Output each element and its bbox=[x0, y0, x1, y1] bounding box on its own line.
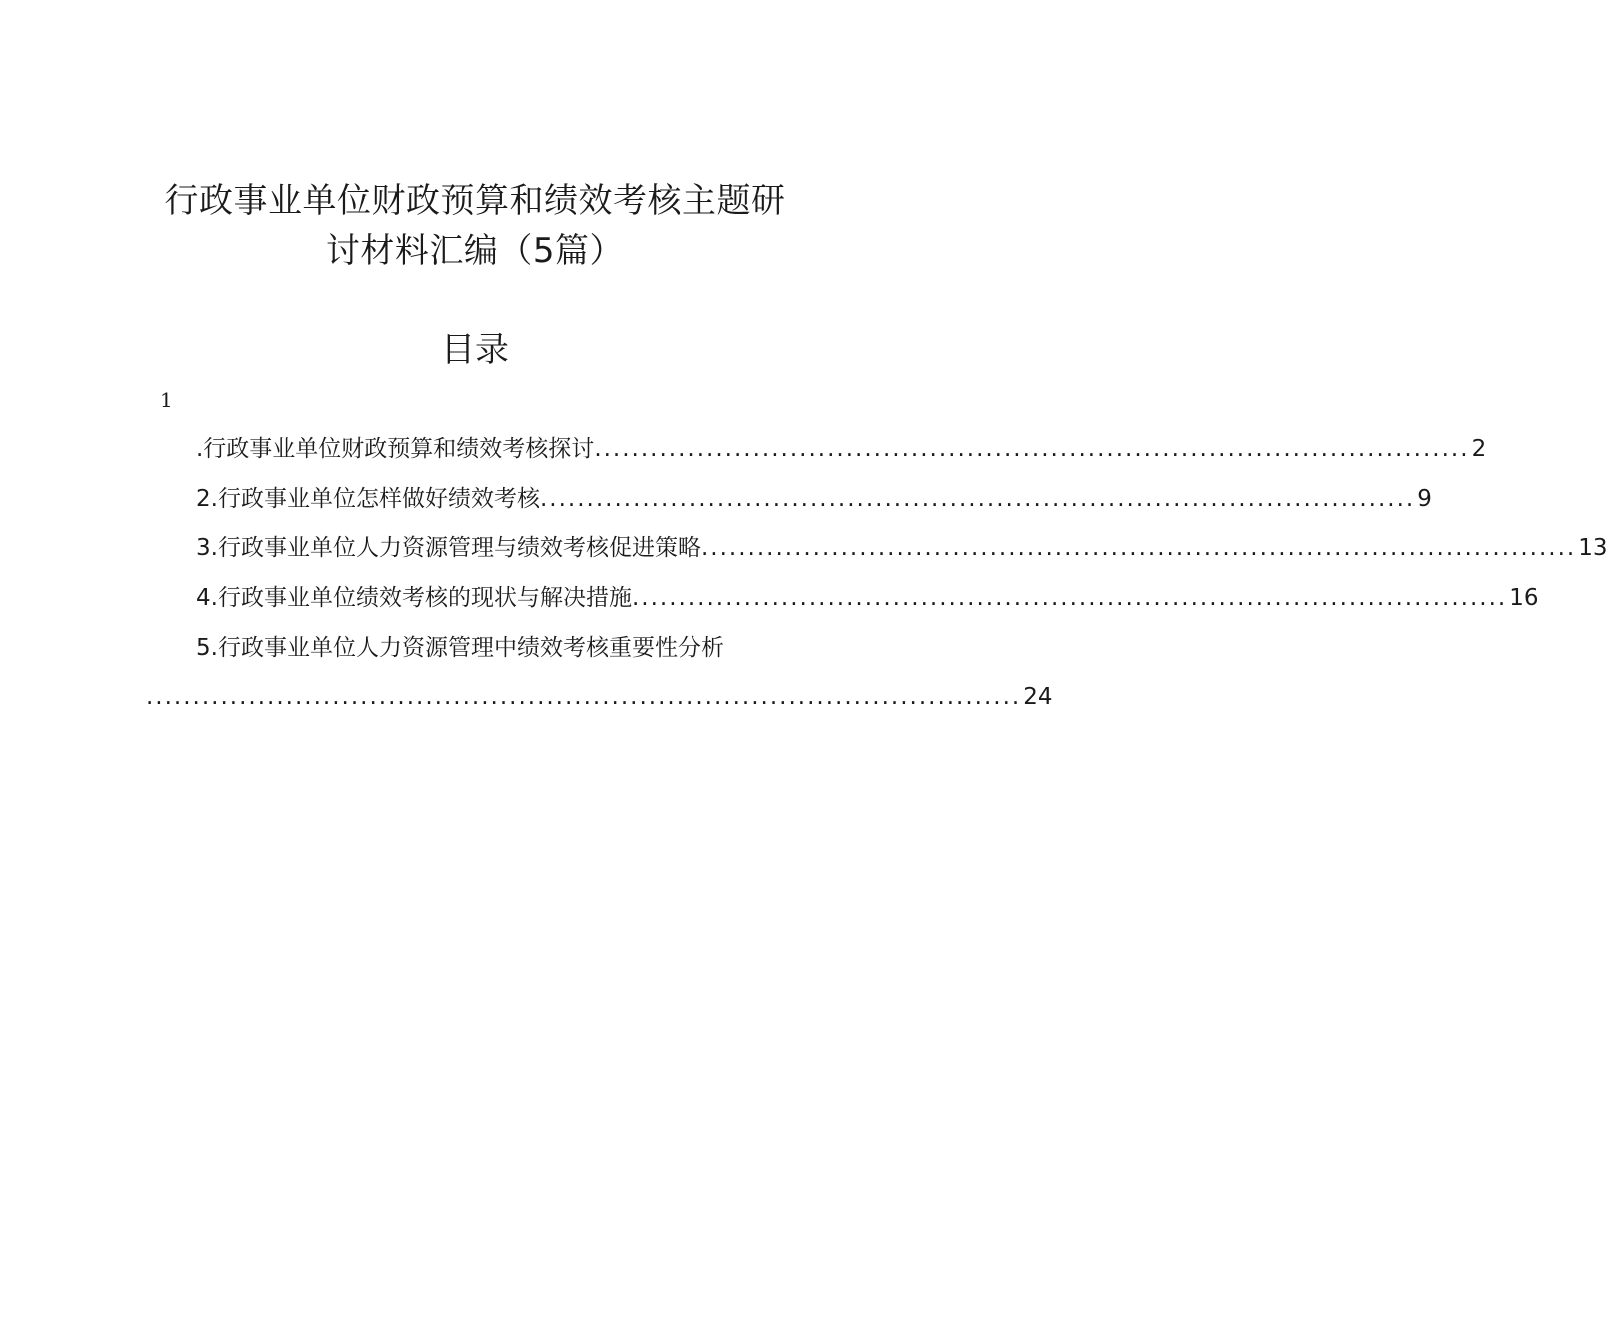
toc-entry-4[interactable] bbox=[196, 580, 1539, 616]
toc-leader-dots: .............................................................................................. bbox=[700, 535, 1577, 561]
toc-heading: 目录 bbox=[441, 330, 509, 370]
document-title bbox=[140, 176, 810, 276]
toc-entry-1[interactable] bbox=[196, 431, 1487, 467]
toc-entry-2[interactable] bbox=[196, 481, 1432, 517]
toc-page-number: 9 bbox=[1417, 486, 1432, 512]
toc-leader-dots: .............................................................................................. bbox=[146, 684, 1022, 710]
toc-entry-3[interactable] bbox=[196, 530, 1607, 566]
title-line-2: 讨材料汇编（5篇） bbox=[325, 231, 625, 271]
toc-entry-label: 3.行政事业单位人力资源管理与绩效考核促进策略 bbox=[196, 535, 701, 561]
toc-entry-label: 2.行政事业单位怎样做好绩效考核 bbox=[196, 486, 540, 512]
toc-entry-5-continuation[interactable] bbox=[146, 679, 1053, 715]
toc-leader-dots: .............................................................................................. bbox=[594, 436, 1470, 462]
toc-page-number: 13 bbox=[1578, 535, 1607, 561]
toc-leader-dots: .............................................................................................. bbox=[631, 585, 1508, 611]
toc-entry-label: 5.行政事业单位人力资源管理中绩效考核重要性分析 bbox=[196, 635, 724, 661]
toc-entry-label: .行政事业单位财政预算和绩效考核探讨 bbox=[196, 436, 595, 462]
toc-page-number: 16 bbox=[1509, 585, 1539, 611]
toc-leader-dots: .............................................................................................. bbox=[539, 486, 1416, 512]
stray-number: 1 bbox=[160, 388, 173, 412]
toc-entry-label: 4.行政事业单位绩效考核的现状与解决措施 bbox=[196, 585, 632, 611]
toc-entry-5[interactable] bbox=[196, 630, 804, 666]
toc-page-number: 24 bbox=[1023, 684, 1053, 710]
toc-page-number: 2 bbox=[1471, 436, 1487, 462]
title-line-1: 行政事业单位财政预算和绩效考核主题研 bbox=[164, 181, 786, 221]
